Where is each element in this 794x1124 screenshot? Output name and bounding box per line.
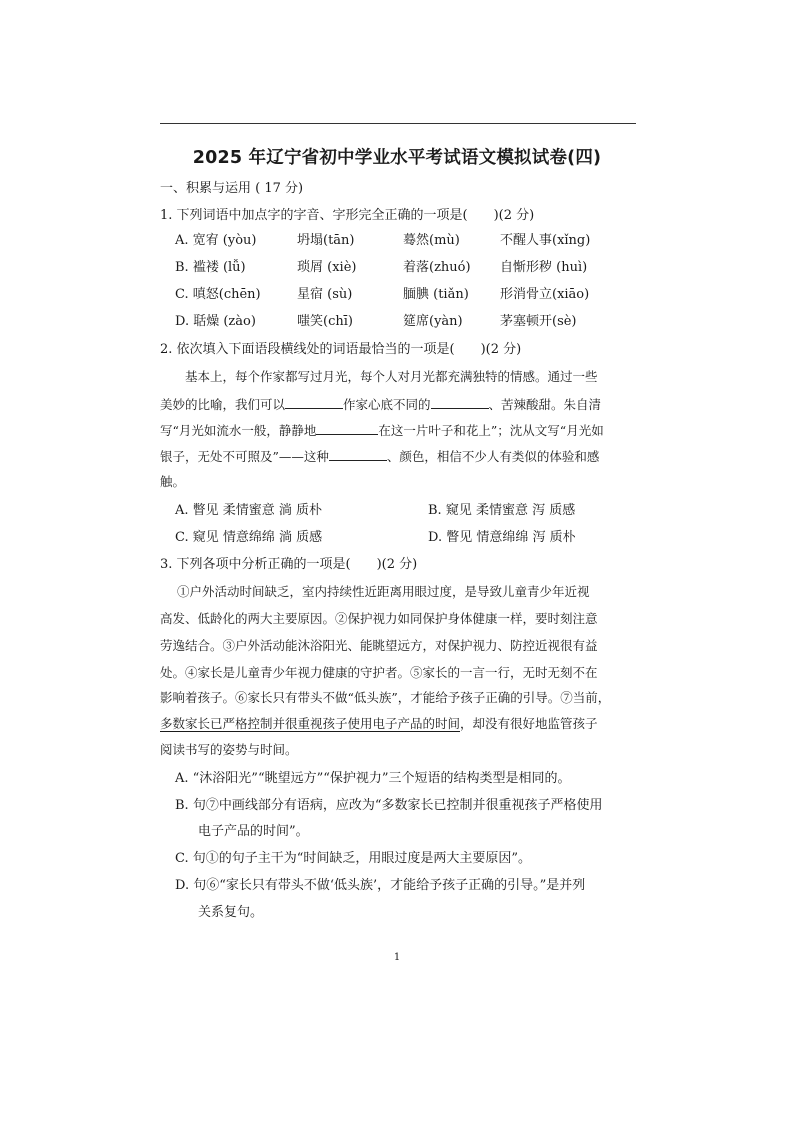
q2-option-d: D. 瞥见 情意绵绵 泻 质朴 <box>428 530 576 545</box>
q2-passage-line-1: 基本上，每个作家都写过月光，每个人对月光都充满独特的情感。通过一些 <box>185 369 598 384</box>
page-number: 1 <box>393 952 401 963</box>
q3-passage-line-2: 高发、低龄化的两大主要原因。②保护视力如同保护身体健康一样，要时刻注意 <box>160 611 598 626</box>
q2-option-b: B. 窥见 柔情蜜意 泻 质感 <box>428 503 576 518</box>
q2-option-a: A. 瞥见 柔情蜜意 淌 质朴 <box>175 503 323 518</box>
q1-option-b-word-2: 琐屑 (xiè) <box>297 260 357 275</box>
q3-option-b-line-2: 电子产品的时间”。 <box>198 824 309 839</box>
fill-blank-1 <box>285 396 343 409</box>
q2-passage-line-4 <box>160 448 599 465</box>
q3-passage-line-5: 影响着孩子。⑥家长只有带头不做“低头族”，才能给予孩子正确的引导。⑦当前， <box>160 690 611 705</box>
q1-option-a-word-3: 蓦然(mù) <box>403 233 460 248</box>
q2-passage-line-5: 触。 <box>160 474 186 489</box>
q3-passage-line-7: 阅读书写的姿势与时间。 <box>160 742 298 757</box>
q3-passage-line-1: ①户外活动时间缺乏，室内持续性近距离用眼过度，是导致儿童青少年近视 <box>177 584 590 599</box>
q1-option-b-word-4: 自惭形秽 (huì) <box>500 260 588 275</box>
q3-passage-line-6 <box>160 716 598 732</box>
q2-passage-text: 在这一片叶子和花上”；沈从文写“月光如 <box>378 423 604 438</box>
q1-option-a-word-4: 不醒人事(xǐng) <box>500 233 591 248</box>
q3-option-a: A. “沐浴阳光”“眺望远方”“保护视力”三个短语的结构类型是相同的。 <box>175 771 571 786</box>
q2-passage-text: 美妙的比喻，我们可以 <box>160 397 286 412</box>
page-title: 2025 年辽宁省初中学业水平考试语文模拟试卷(四) <box>192 148 602 168</box>
q3-passage-line-4: 处。④家长是儿童青少年视力健康的守护者。⑤家长的一言一行，无时无刻不在 <box>160 665 598 680</box>
q1-option-c-word-4: 形消骨立(xiāo) <box>500 287 590 302</box>
q1-option-c-word-2: 星宿 (sù) <box>297 287 353 302</box>
top-rule <box>160 123 636 124</box>
fill-blank-3 <box>316 422 378 435</box>
q2-passage-line-3 <box>160 422 604 439</box>
q1-option-c-word-3: 腼腆 (tiǎn) <box>403 287 469 302</box>
q1-option-b-word-1: B. 褴褛 (lǚ) <box>175 260 246 275</box>
question-3-stem: 3. 下列各项中分析正确的一项是( )(2 分) <box>160 557 418 572</box>
fill-blank-4 <box>329 448 387 461</box>
q3-option-b-line-1: B. 句⑦中画线部分有语病，应改为“多数家长已控制并很重视孩子严格使用 <box>175 798 603 813</box>
q1-option-d-word-1: D. 聒燥 (zào) <box>175 314 256 329</box>
q1-option-d-word-2: 嗤笑(chī) <box>297 314 353 329</box>
q2-passage-text: 银子，无处不可照及”——这种 <box>160 449 329 464</box>
q3-option-d-line-1: D. 句⑥“家长只有带头不做‘低头族’，才能给予孩子正确的引导。”是并列 <box>175 878 586 893</box>
q2-passage-text: 、苦辣酸甜。朱自清 <box>488 397 602 412</box>
question-1-stem: 1. 下列词语中加点字的字音、字形完全正确的一项是( )(2 分) <box>160 208 535 223</box>
q1-option-d-word-3: 筵席(yàn) <box>403 314 463 329</box>
question-2-stem: 2. 依次填入下面语段横线处的词语最恰当的一项是( )(2 分) <box>160 342 522 357</box>
q1-option-d-word-4: 茅塞顿开(sè) <box>500 314 577 329</box>
q3-passage-text: ，却没有很好地监管孩子 <box>460 716 598 731</box>
fill-blank-2 <box>431 396 489 409</box>
q1-option-b-word-3: 着落(zhuó) <box>403 260 471 275</box>
q3-option-d-line-2: 关系复句。 <box>198 905 264 920</box>
q2-passage-line-2 <box>160 396 601 413</box>
section-heading: 一、积累与运用 ( 17 分) <box>160 181 304 196</box>
q3-option-c: C. 句①的句子主干为“时间缺乏，用眼过度是两大主要原因”。 <box>175 851 532 866</box>
q1-option-c-word-1: C. 嗔怒(chēn) <box>175 287 261 302</box>
q2-passage-text: 、颜色，相信不少人有类似的体验和感 <box>386 449 600 464</box>
q2-passage-text: 写“月光如流水一般，静静地 <box>160 423 317 438</box>
q3-passage-line-3: 劳逸结合。③户外活动能沐浴阳光、能眺望远方，对保护视力、防控近视很有益 <box>160 638 598 653</box>
q2-passage-text: 作家心底不同的 <box>343 397 431 412</box>
q2-option-c: C. 窥见 情意绵绵 淌 质感 <box>175 530 323 545</box>
q1-option-a-word-1: A. 宽宥 (yòu) <box>175 233 257 248</box>
underlined-sentence: 多数家长已严格控制并很重视孩子使用电子产品的时间 <box>160 716 461 731</box>
q1-option-a-word-2: 坍塌(tān) <box>297 233 355 248</box>
